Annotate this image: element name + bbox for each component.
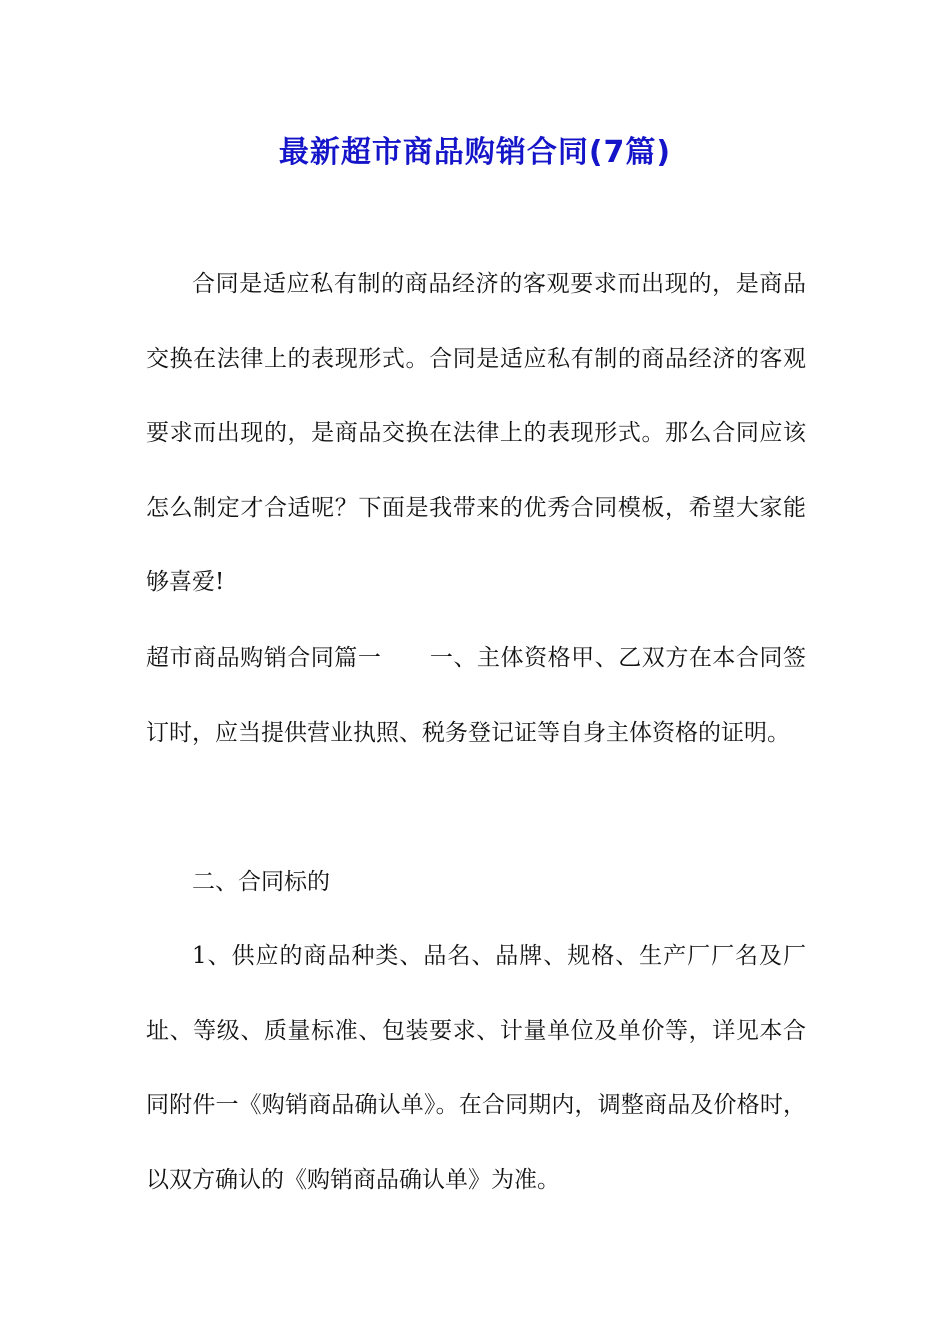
clause-item-1: 1、供应的商品种类、品名、品牌、规格、生产厂厂名及厂址、等级、质量标准、包装要求、计量单位及单价等，详见本合同附件一《购销商品确认单》。在合同期内，调整商品及价格时，以双方确认的《购销商品确认单》为准。 (146, 943, 806, 1193)
intro-paragraph: 合同是适应私有制的商品经济的客观要求而出现的，是商品交换在法律上的表现形式。合同是适应私有制的商品经济的客观要求而出现的，是商品交换在法律上的表现形式。那么合同应该怎么制定才合适呢？下面是我带来的优秀合同模板，希望大家能够喜爱! (146, 271, 806, 595)
section1-heading: 超市商品购销合同篇一 (146, 645, 382, 671)
document-title: 最新超市商品购销合同(7篇) (278, 135, 672, 170)
section2-heading: 二、合同标的 (192, 869, 330, 895)
section1-paragraph (146, 621, 806, 770)
section1-text: 一、主体资格甲、乙双方在本合同签订时，应当提供营业执照、税务登记证等自身主体资格的证明。 (146, 645, 807, 746)
